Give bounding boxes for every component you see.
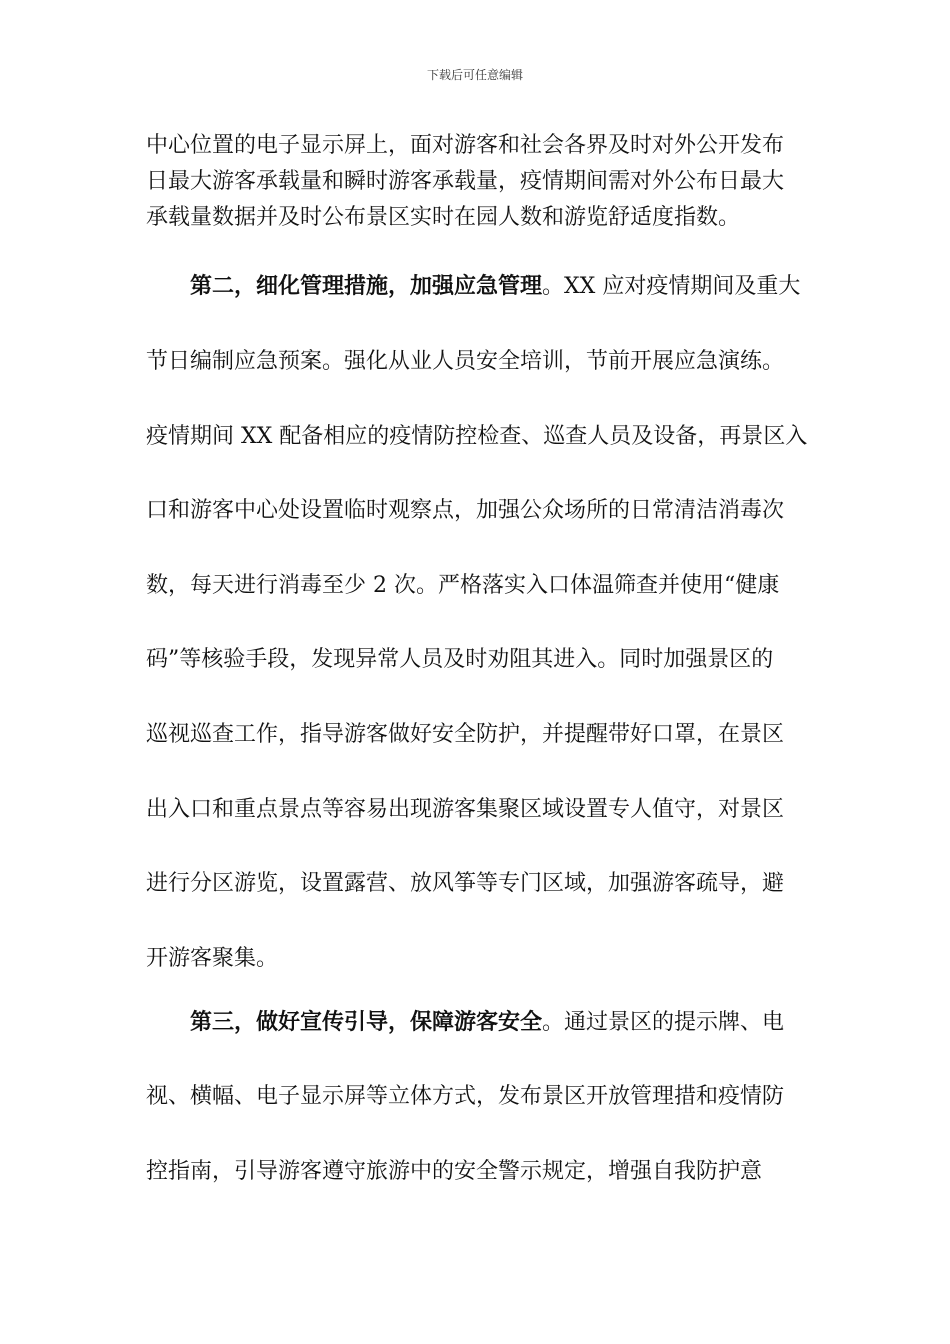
page-header: 下载后可任意编辑 bbox=[426, 68, 523, 82]
text-line: 视、横幅、电子显示屏等立体方式，发布景区开放管理措和疫情防 bbox=[146, 1084, 785, 1109]
text-line: 中心位置的电子显示屏上，面对游客和社会各界及时对外公开发布 bbox=[146, 133, 785, 158]
section-heading-second: 第二，细化管理措施，加强应急管理 bbox=[190, 273, 543, 299]
text-line: 巡视巡查工作，指导游客做好安全防护，并提醒带好口罩，在景区 bbox=[146, 722, 785, 747]
paragraph-second-first-line bbox=[190, 269, 850, 300]
text-segment: 。通过景区的提示牌、电 bbox=[542, 1010, 785, 1035]
text-line: 码”等核验手段，发现异常人员及时劝阻其进入。同时加强景区的 bbox=[146, 647, 774, 672]
text-line: 开游客聚集。 bbox=[146, 946, 279, 971]
text-line: 疫情期间 XX 配备相应的疫情防控检查、巡查人员及设备，再景区入 bbox=[146, 424, 808, 449]
text-line: 控指南，引导游客遵守旅游中的安全警示规定，增强自我防护意 bbox=[146, 1159, 763, 1184]
paragraph-third-first-line bbox=[190, 1005, 850, 1036]
text-segment: 。XX 应对疫情期间及重大 bbox=[542, 274, 801, 299]
text-line: 承载量数据并及时公布景区实时在园人数和游览舒适度指数。 bbox=[146, 205, 741, 230]
text-line: 口和游客中心处设置临时观察点，加强公众场所的日常清洁消毒次 bbox=[146, 498, 785, 523]
text-line: 日最大游客承载量和瞬时游客承载量，疫情期间需对外公布日最大 bbox=[146, 169, 785, 194]
section-heading-third: 第三，做好宣传引导，保障游客安全 bbox=[190, 1009, 543, 1035]
text-line: 节日编制应急预案。强化从业人员安全培训，节前开展应急演练。 bbox=[146, 349, 785, 374]
text-line: 数，每天进行消毒至少 2 次。严格落实入口体温筛查并使用“健康 bbox=[146, 573, 780, 598]
text-line: 出入口和重点景点等容易出现游客集聚区域设置专人值守，对景区 bbox=[146, 797, 785, 822]
text-line: 进行分区游览，设置露营、放风筝等专门区域，加强游客疏导，避 bbox=[146, 871, 785, 896]
